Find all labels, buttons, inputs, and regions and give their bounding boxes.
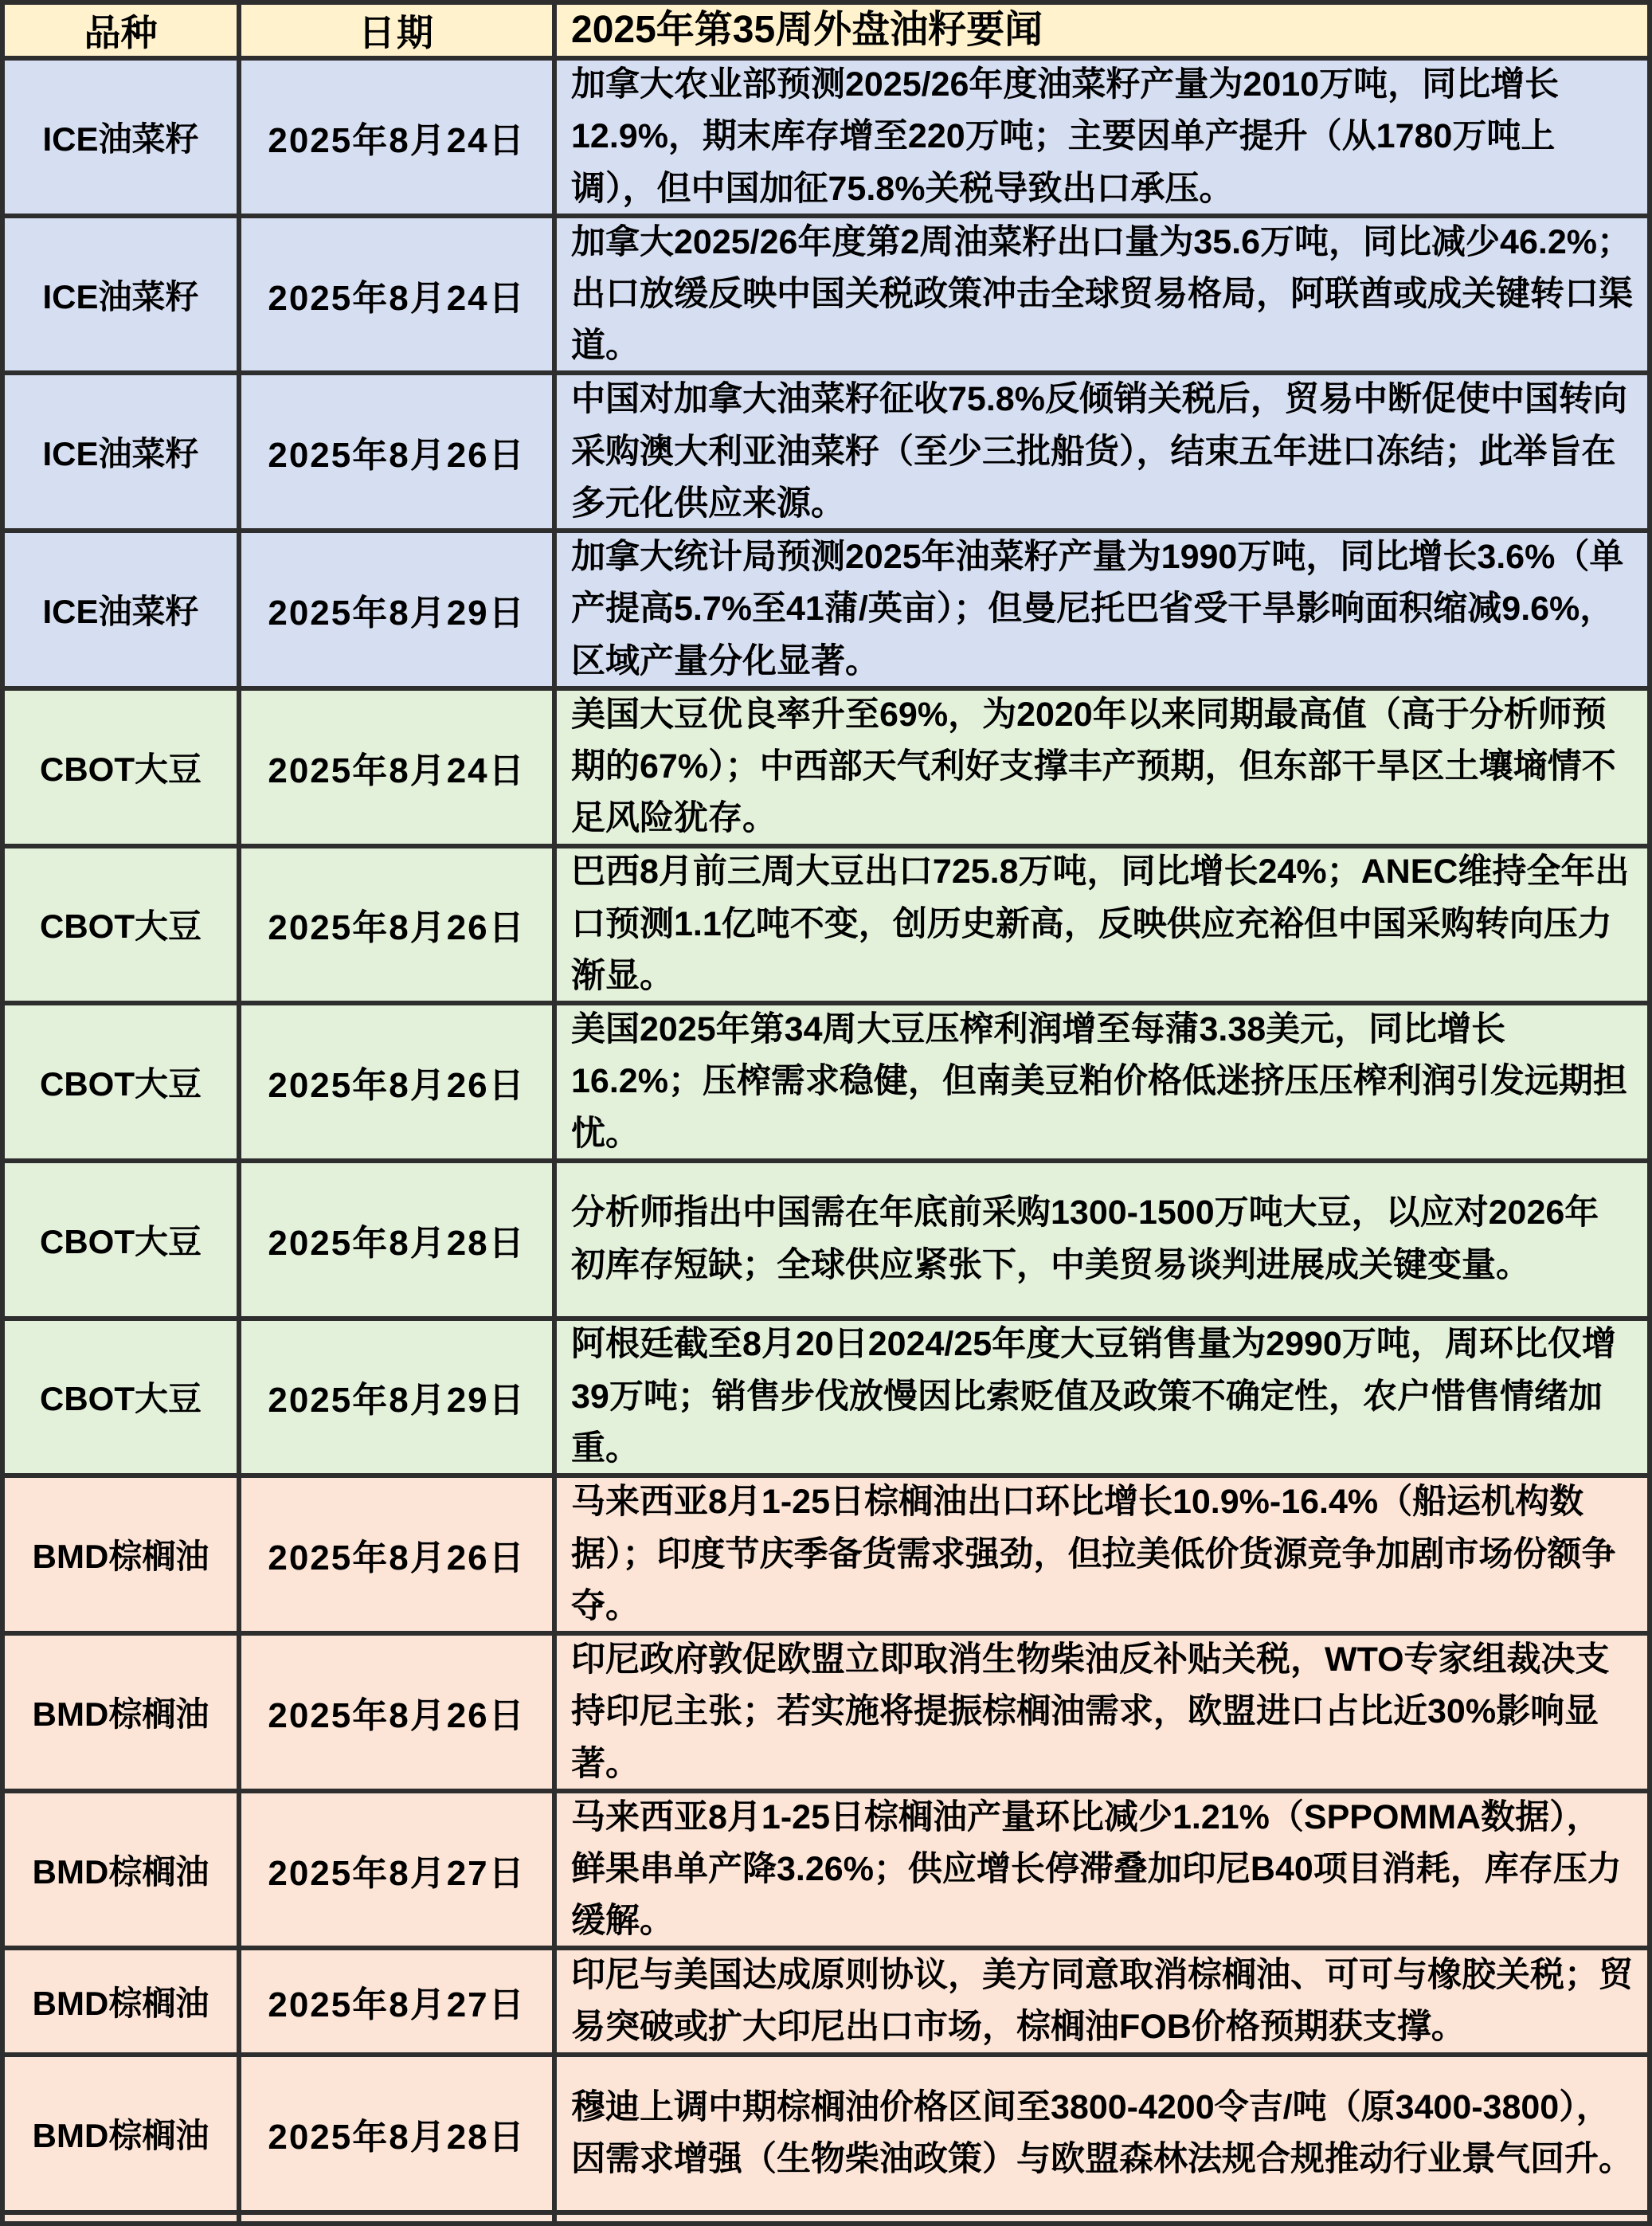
- variety-cell: BMD棕榈油: [5, 1950, 237, 2052]
- table-header-row: [5, 5, 1647, 56]
- table-row: [5, 218, 1647, 371]
- news-cell: 阿根廷截至8月20日2024/25年度大豆销售量为2990万吨，周环比仅增39万吨；销售步伐放慢因比索贬值及政策不确定性，农户惜售情绪加重。: [557, 1321, 1647, 1474]
- variety-cell: ICE油菜籽: [5, 61, 237, 214]
- date-cell: 2025年8月27日: [241, 1793, 552, 1946]
- date-cell: 2025年8月28日: [241, 2057, 552, 2210]
- variety-cell: CBOT大豆: [5, 848, 237, 1001]
- date-cell: 2025年8月28日: [241, 1163, 552, 1316]
- variety-cell: CBOT大豆: [5, 1005, 237, 1158]
- date-cell: 2025年8月24日: [241, 61, 552, 214]
- news-cell: 加拿大2025/26年度第2周油菜籽出口量为35.6万吨，同比减少46.2%；出口放缓反映中国关税政策冲击全球贸易格局，阿联酋或成关键转口渠道。: [557, 218, 1647, 371]
- table-row: [5, 1793, 1647, 1946]
- news-cell: 马来西亚8月1-25日棕榈油出口环比增长10.9%-16.4%（船运机构数据）；印度节庆季备货需求强劲，但拉美低价货源竞争加剧市场份额争夺。: [557, 1478, 1647, 1631]
- table-row: [5, 533, 1647, 686]
- date-cell: 2025年8月26日: [241, 848, 552, 1001]
- table-row: [5, 1321, 1647, 1474]
- partial-next-row: [5, 2215, 1647, 2221]
- date-cell: 2025年8月26日: [241, 1005, 552, 1158]
- date-cell: 2025年8月26日: [241, 1478, 552, 1631]
- date-cell: 2025年8月26日: [241, 1636, 552, 1789]
- variety-cell: BMD棕榈油: [5, 2057, 237, 2210]
- variety-cell: ICE油菜籽: [5, 533, 237, 686]
- news-cell: 分析师指出中国需在年底前采购1300-1500万吨大豆，以应对2026年初库存短缺；全球供应紧张下，中美贸易谈判进展成关键变量。: [557, 1163, 1647, 1316]
- partial-date-cell: [241, 2215, 552, 2221]
- partial-news-cell: [557, 2215, 1647, 2221]
- variety-cell: ICE油菜籽: [5, 218, 237, 371]
- table-row: [5, 848, 1647, 1001]
- table-row: [5, 1005, 1647, 1158]
- variety-cell: BMD棕榈油: [5, 1636, 237, 1789]
- variety-cell: BMD棕榈油: [5, 1793, 237, 1946]
- date-cell: 2025年8月24日: [241, 218, 552, 371]
- news-cell: 加拿大统计局预测2025年油菜籽产量为1990万吨，同比增长3.6%（单产提高5.7%至41蒲/英亩）；但曼尼托巴省受干旱影响面积缩减9.6%，区域产量分化显著。: [557, 533, 1647, 686]
- variety-cell: BMD棕榈油: [5, 1478, 237, 1631]
- table-row: [5, 375, 1647, 528]
- news-cell: 印尼政府敦促欧盟立即取消生物柴油反补贴关税，WTO专家组裁决支持印尼主张；若实施将提振棕榈油需求，欧盟进口占比近30%影响显著。: [557, 1636, 1647, 1789]
- header-cell-date: 日期: [241, 5, 552, 56]
- date-cell: 2025年8月24日: [241, 691, 552, 844]
- news-cell: 马来西亚8月1-25日棕榈油产量环比减少1.21%（SPPOMMA数据），鲜果串单产降3.26%；供应增长停滞叠加印尼B40项目消耗，库存压力缓解。: [557, 1793, 1647, 1946]
- news-cell: 美国大豆优良率升至69%，为2020年以来同期最高值（高于分析师预期的67%）；中西部天气利好支撑丰产预期，但东部干旱区土壤墒情不足风险犹存。: [557, 691, 1647, 844]
- table-row: [5, 1163, 1647, 1316]
- date-cell: 2025年8月27日: [241, 1950, 552, 2052]
- table-row: [5, 1636, 1647, 1789]
- variety-cell: ICE油菜籽: [5, 375, 237, 528]
- news-cell: 巴西8月前三周大豆出口725.8万吨，同比增长24%；ANEC维持全年出口预测1.1亿吨不变，创历史新高，反映供应充裕但中国采购转向压力渐显。: [557, 848, 1647, 1001]
- table-row: [5, 1478, 1647, 1631]
- table-row: [5, 691, 1647, 844]
- date-cell: 2025年8月29日: [241, 1321, 552, 1474]
- partial-variety-cell: [5, 2215, 237, 2221]
- news-cell: 美国2025年第34周大豆压榨利润增至每蒲3.38美元，同比增长16.2%；压榨需求稳健，但南美豆粕价格低迷挤压压榨利润引发远期担忧。: [557, 1005, 1647, 1158]
- table-row: [5, 2057, 1647, 2210]
- variety-cell: CBOT大豆: [5, 1321, 237, 1474]
- header-cell-variety: 品种: [5, 5, 237, 56]
- table-row: [5, 1950, 1647, 2052]
- variety-cell: CBOT大豆: [5, 1163, 237, 1316]
- date-cell: 2025年8月26日: [241, 375, 552, 528]
- variety-cell: CBOT大豆: [5, 691, 237, 844]
- news-cell: 穆迪上调中期棕榈油价格区间至3800-4200令吉/吨（原3400-3800），因需求增强（生物柴油政策）与欧盟森林法规合规推动行业景气回升。: [557, 2057, 1647, 2210]
- news-cell: 印尼与美国达成原则协议，美方同意取消棕榈油、可可与橡胶关税；贸易突破或扩大印尼出口市场，棕榈油FOB价格预期获支撑。: [557, 1950, 1647, 2052]
- table-row: [5, 61, 1647, 214]
- news-cell: 中国对加拿大油菜籽征收75.8%反倾销关税后，贸易中断促使中国转向采购澳大利亚油菜籽（至少三批船货），结束五年进口冻结；此举旨在多元化供应来源。: [557, 375, 1647, 528]
- news-cell: 加拿大农业部预测2025/26年度油菜籽产量为2010万吨，同比增长12.9%，期末库存增至220万吨；主要因单产提升（从1780万吨上调），但中国加征75.8%关税导致出口承压。: [557, 61, 1647, 214]
- date-cell: 2025年8月29日: [241, 533, 552, 686]
- header-cell-news-title: 2025年第35周外盘油籽要闻: [557, 5, 1647, 56]
